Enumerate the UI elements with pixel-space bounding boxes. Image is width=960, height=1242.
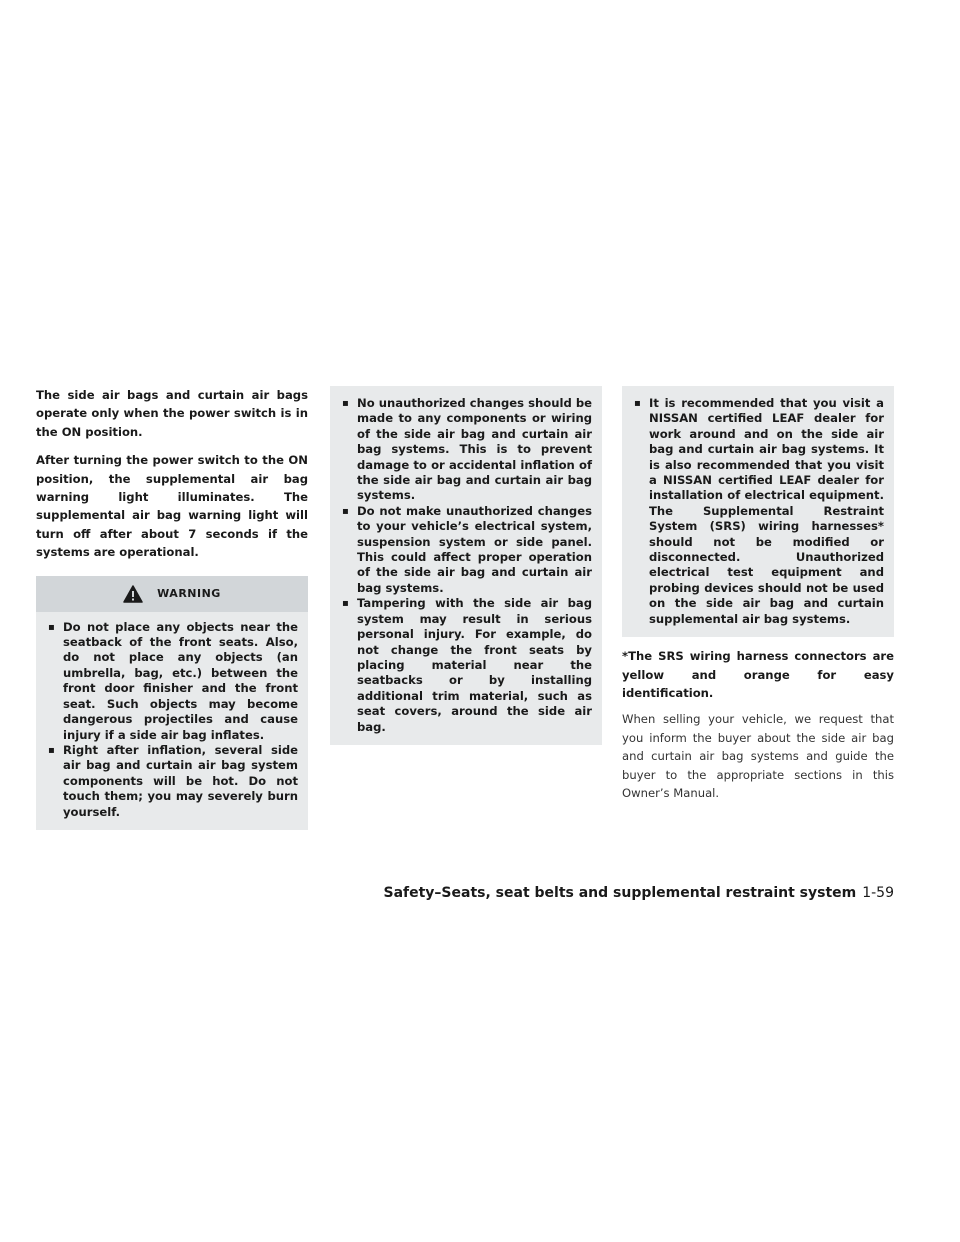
page-footer	[384, 885, 895, 901]
column-1	[36, 386, 308, 830]
warning-item: ▪ It is recommended that you visit a NISSAN certified LEAF dealer for work around and on the side air bag and curtain air bag systems. It is also recommended that you visit a NISSAN certified LEAF dealer for installation of electrical equipment. The Supplemental Restraint System (SRS) wiring harnesses* should not be modified or disconnected. Unauthorized electrical test equipment and probing devices should not be used on the side air bag and curtain supplemental air bag systems.	[632, 396, 884, 627]
warning-box-continued	[330, 386, 602, 745]
warning-item: ▪ Tampering with the side air bag system may result in serious personal injury. For example, do not change the front seats by placing material near the seatbacks or by installing additional trim material, such as seat covers, around the side air bag.	[340, 596, 592, 735]
column-3	[622, 386, 894, 802]
section-title: Safety–Seats, seat belts and supplemental restraint system	[383, 885, 857, 901]
warning-box	[36, 576, 308, 830]
warning-item: ▪ Do not place any objects near the seatback of the front seats. Also, do not place any objects (an umbrella, bag, etc.) between the front door finisher and the front seat. Such objects may become dangerous projectiles and cause injury if a side air bag inflates.	[46, 620, 298, 743]
warning-icon	[123, 585, 143, 603]
srs-connector-note: *The SRS wiring harness connectors are yellow and orange for easy identification.	[622, 649, 894, 700]
intro-paragraph: The side air bags and curtain air bags operate only when the power switch is in the ON position.	[36, 388, 308, 439]
warning-header	[36, 576, 308, 612]
warning-item: ▪ Right after inflation, several side air bag and curtain air bag system components will be hot. Do not touch them; you may severely burn yourself.	[46, 743, 298, 820]
warning-item: ▪ Do not make unauthorized changes to your vehicle’s electrical system, suspension system or side panel. This could affect proper operation of the side air bag and curtain air bag systems.	[340, 504, 592, 596]
warning-title: WARNING	[157, 587, 221, 601]
warning-item: ▪ No unauthorized changes should be made to any components or wiring of the side air bag and curtain air bag systems. This is to prevent damage to or accidental inflation of the side air bag and curtain air bag systems.	[340, 396, 592, 504]
column-2	[330, 386, 602, 745]
page-number: 1-59	[862, 885, 894, 901]
warning-box-continued	[622, 386, 894, 637]
warning-light-paragraph: After turning the power switch to the ON position, the supplemental air bag warning light illuminates. The supplemental air bag warning light will turn off after about 7 seconds if the systems are operational.	[36, 453, 308, 560]
selling-vehicle-paragraph: When selling your vehicle, we request that you inform the buyer about the side air bag and curtain air bag systems and guide the buyer to the appropriate sections in this Owner’s Manual.	[622, 712, 894, 800]
